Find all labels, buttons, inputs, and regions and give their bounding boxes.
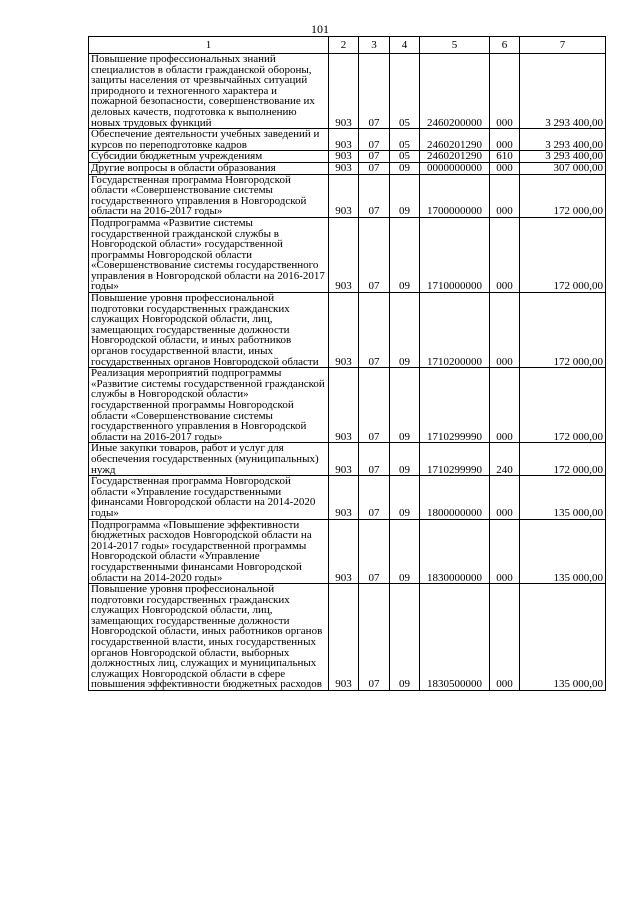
cell-ministry-code: 903 — [329, 129, 359, 151]
cell-target-article: 1710299990 — [420, 443, 490, 476]
cell-amount: 135 000,00 — [520, 519, 606, 584]
column-header-6: 6 — [490, 37, 520, 54]
cell-ministry-code: 903 — [329, 293, 359, 368]
cell-section: 07 — [359, 174, 390, 217]
cell-target-article: 2460201290 — [420, 129, 490, 151]
cell-section: 07 — [359, 584, 390, 691]
table-row — [89, 217, 606, 292]
cell-target-article: 0000000000 — [420, 162, 490, 174]
cell-ministry-code: 903 — [329, 54, 359, 129]
table-row — [89, 151, 606, 163]
cell-section: 07 — [359, 519, 390, 584]
cell-ministry-code: 903 — [329, 368, 359, 443]
cell-subsection: 09 — [390, 217, 420, 292]
cell-expense-type: 000 — [490, 217, 520, 292]
cell-ministry-code: 903 — [329, 476, 359, 519]
cell-expense-type: 000 — [490, 519, 520, 584]
cell-expense-type: 000 — [490, 293, 520, 368]
table-row — [89, 519, 606, 584]
column-header-7: 7 — [520, 37, 606, 54]
table-row — [89, 476, 606, 519]
cell-subsection: 09 — [390, 162, 420, 174]
cell-subsection: 09 — [390, 174, 420, 217]
cell-expense-type: 240 — [490, 443, 520, 476]
cell-section: 07 — [359, 162, 390, 174]
cell-subsection: 09 — [390, 476, 420, 519]
cell-amount: 172 000,00 — [520, 174, 606, 217]
cell-expense-type: 000 — [490, 584, 520, 691]
column-header-3: 3 — [359, 37, 390, 54]
cell-section: 07 — [359, 293, 390, 368]
cell-ministry-code: 903 — [329, 519, 359, 584]
cell-section: 07 — [359, 217, 390, 292]
cell-amount: 3 293 400,00 — [520, 54, 606, 129]
cell-amount: 172 000,00 — [520, 443, 606, 476]
cell-ministry-code: 903 — [329, 151, 359, 163]
cell-subsection: 05 — [390, 54, 420, 129]
row-description: Государственная программа Новгородской области «Совершенствование системы государственного управления в Новгородской области на 2016-2017 годы» — [89, 174, 329, 217]
cell-amount: 135 000,00 — [520, 476, 606, 519]
row-description: Реализация мероприятий подпрограммы «Развитие системы государственной гражданской службы в Новгородской области» государственной программы Новгородской области «Совершенствование системы государственного управления в Новгородской области на 2016-2017 годы» — [89, 368, 329, 443]
cell-target-article: 2460201290 — [420, 151, 490, 163]
row-description: Обеспечение деятельности учебных заведений и курсов по переподготовке кадров — [89, 129, 329, 151]
cell-subsection: 09 — [390, 443, 420, 476]
column-header-4: 4 — [390, 37, 420, 54]
column-header-5: 5 — [420, 37, 490, 54]
cell-section: 07 — [359, 129, 390, 151]
cell-amount: 172 000,00 — [520, 217, 606, 292]
cell-section: 07 — [359, 476, 390, 519]
cell-expense-type: 000 — [490, 162, 520, 174]
column-header-2: 2 — [329, 37, 359, 54]
cell-section: 07 — [359, 54, 390, 129]
cell-section: 07 — [359, 368, 390, 443]
cell-ministry-code: 903 — [329, 217, 359, 292]
table-row — [89, 443, 606, 476]
cell-subsection: 09 — [390, 368, 420, 443]
table-row — [89, 368, 606, 443]
cell-amount: 172 000,00 — [520, 293, 606, 368]
cell-subsection: 09 — [390, 584, 420, 691]
cell-amount: 307 000,00 — [520, 162, 606, 174]
row-description: Подпрограмма «Повышение эффективности бюджетных расходов Новгородской области на 2014-2017 годы» государственной программы Новгородской области «Управление государственными финансами Новгородской области на 2014-2020 годы» — [89, 519, 329, 584]
row-description: Подпрограмма «Развитие системы государственной гражданской службы в Новгородской области» государственной программы Новгородской области «Совершенствование системы государственного управления в Новгородской области на 2016-2017 годы» — [89, 217, 329, 292]
cell-amount: 172 000,00 — [520, 368, 606, 443]
cell-amount: 3 293 400,00 — [520, 151, 606, 163]
column-header-1: 1 — [89, 37, 329, 54]
cell-ministry-code: 903 — [329, 443, 359, 476]
cell-amount: 135 000,00 — [520, 584, 606, 691]
cell-target-article: 1710000000 — [420, 217, 490, 292]
row-description: Субсидии бюджетным учреждениям — [89, 151, 329, 163]
cell-ministry-code: 903 — [329, 174, 359, 217]
cell-expense-type: 000 — [490, 174, 520, 217]
page-number: 101 — [311, 22, 329, 36]
row-description: Другие вопросы в области образования — [89, 162, 329, 174]
cell-expense-type: 610 — [490, 151, 520, 163]
cell-subsection: 05 — [390, 151, 420, 163]
cell-section: 07 — [359, 151, 390, 163]
table-row — [89, 129, 606, 151]
cell-target-article: 1710200000 — [420, 293, 490, 368]
cell-target-article: 1710299990 — [420, 368, 490, 443]
cell-target-article: 1800000000 — [420, 476, 490, 519]
cell-target-article: 1700000000 — [420, 174, 490, 217]
cell-expense-type: 000 — [490, 54, 520, 129]
table-row — [89, 293, 606, 368]
cell-expense-type: 000 — [490, 129, 520, 151]
cell-expense-type: 000 — [490, 476, 520, 519]
row-description: Повышение профессиональных знаний специалистов в области гражданской обороны, защиты населения от чрезвычайных ситуаций природного и техногенного характера и пожарной безопасности, совершенствование их деловых качеств, подготовка к выполнению новых трудовых функций — [89, 54, 329, 129]
cell-expense-type: 000 — [490, 368, 520, 443]
row-description: Повышение уровня профессиональной подготовки государственных гражданских служащих Новгородской области, лиц, замещающих государственные должности Новгородской области, и иных работников органов государственной власти, иных государственных органов Новгородской области — [89, 293, 329, 368]
cell-ministry-code: 903 — [329, 162, 359, 174]
header-row — [89, 37, 606, 54]
cell-subsection: 09 — [390, 293, 420, 368]
cell-target-article: 1830000000 — [420, 519, 490, 584]
cell-target-article: 1830500000 — [420, 584, 490, 691]
cell-section: 07 — [359, 443, 390, 476]
cell-subsection: 05 — [390, 129, 420, 151]
row-description: Повышение уровня профессиональной подготовки государственных гражданских служащих Новгородской области, лиц, замещающих государственные должности Новгородской области, иных работников органов государственной власти, иных государственных органов Новгородской области, выборных должностных лиц, служащих и муниципальных служащих Новгородской области в сфере повышения эффективности бюджетных расходов — [89, 584, 329, 691]
cell-ministry-code: 903 — [329, 584, 359, 691]
budget-table — [88, 36, 606, 691]
cell-amount: 3 293 400,00 — [520, 129, 606, 151]
table-row — [89, 54, 606, 129]
row-description: Иные закупки товаров, работ и услуг для обеспечения государственных (муниципальных) нужд — [89, 443, 329, 476]
cell-subsection: 09 — [390, 519, 420, 584]
table-row — [89, 584, 606, 691]
row-description: Государственная программа Новгородской области «Управление государственными финансами Новгородской области на 2014-2020 годы» — [89, 476, 329, 519]
table-row — [89, 162, 606, 174]
cell-target-article: 2460200000 — [420, 54, 490, 129]
table-row — [89, 174, 606, 217]
